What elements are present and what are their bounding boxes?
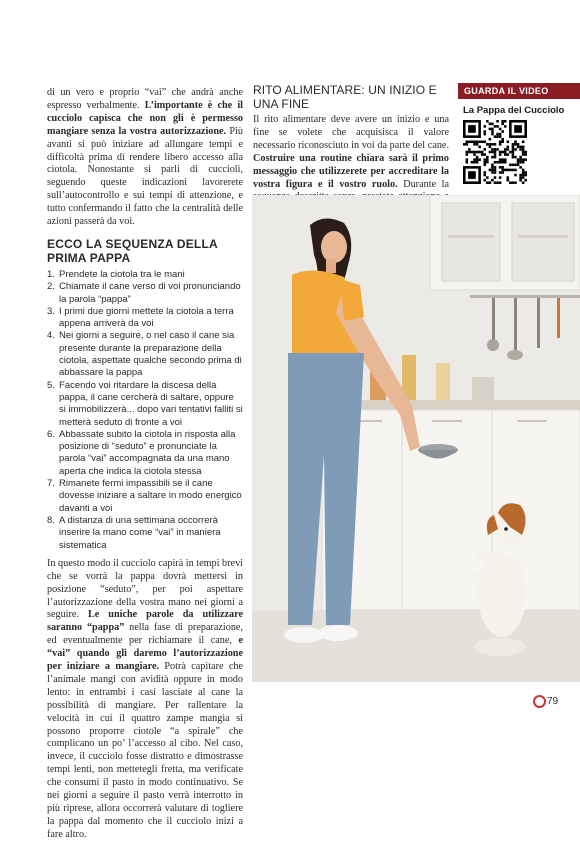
- step-item: [47, 330, 243, 379]
- step-number: 2.: [47, 281, 55, 293]
- qr-code-icon[interactable]: [463, 120, 527, 184]
- video-title[interactable]: La Pappa del Cucciolo: [463, 105, 565, 116]
- mid-text-2: Durante la: [403, 178, 449, 190]
- steps-list: [47, 269, 243, 552]
- left-column: [47, 87, 243, 842]
- intro-bold: L’importante è che il cucciolo capisca che non gli è permesso mangiare senza la vostra autorizzazione.: [47, 99, 243, 137]
- mid-section-title: RITO ALIMENTARE: UN INIZIO E UNA FINE: [253, 83, 437, 111]
- section-title: ECCO LA SEQUENZA DELLA PRIMA PAPPA: [47, 236, 218, 265]
- video-tag: GUARDA IL VIDEO: [458, 83, 580, 99]
- step-text: Prendete la ciotola tra le mani: [59, 268, 185, 280]
- step-number: 5.: [47, 379, 55, 391]
- step-item: [47, 429, 243, 478]
- step-number: 8.: [47, 514, 55, 526]
- mid-bold: Costruire una routine chiara sarà il primo messaggio che utilizzerete per accreditare la vostra figura e il vostro ruolo.: [253, 152, 449, 190]
- outro-paragraph: [47, 558, 243, 842]
- step-item: [47, 269, 243, 281]
- step-number: 3.: [47, 305, 55, 317]
- intro-text-2: Più avanti si può iniziare ad allungare tempi e difficoltà prima di rendere libero accesso alla ciotola. Nonostante si parli di cuccioli, seguendo queste indicazioni lavorerete sull’autocontrollo e sui tempi di attenzione, e tutto confermando il fatto che la centralità delle azioni passerà da voi.: [47, 125, 244, 228]
- step-text: Rimanete fermi impassibili se il cane dovesse iniziare a saltare in modo energico davanti a voi: [59, 478, 242, 514]
- step-number: 7.: [47, 478, 55, 490]
- step-number: 6.: [47, 428, 55, 440]
- outro-text: In questo modo il cucciolo capirà in tempi brevi che se vorrà la pappa dovrà mettersi in posizione “seduto”, per poi aspettare l’autorizzazione della vostra mano nei giorni a seguire.: [47, 557, 243, 621]
- step-text: Chiamate il cane verso di voi pronunciando la parola “pappa”: [59, 281, 241, 305]
- intro-paragraph: [47, 87, 243, 229]
- step-item: [47, 515, 243, 552]
- step-text: I primi due giorni mettete la ciotola a terra appena arriverà da voi: [59, 305, 234, 330]
- page-number: [533, 695, 558, 708]
- intro-text: di un vero e proprio “vai” che andrà anche espresso verbalmente.: [47, 87, 243, 111]
- outro-text-3: Potrà capitare che l’animale mangi con avidità oppure in modo lento: in entrambi i casi lasciate al cane la possibilità di mangiare. Per rallentare la velocità in cui il quattro zampe mangia si possono proporre ciotole “a spirale” che complicano un po’ l’accesso al cibo. Nel caso, invece, il cucciolo fosse distratto e dimostrasse tempi lenti, non mettetegli fretta, ma verificate che consumi il pasto in modo continuativo. Se nei giorni a seguire il pasto verrà interrotto in più riprese, allora occorrerà valutare di togliere la pappa dal momento che il cucciolo inizi a fare altro.: [47, 661, 243, 840]
- mid-text: Il rito alimentare deve avere un inizio e una fine se volete che acquisisca il valore necessario riconosciuto in voi da parte del cane.: [253, 114, 449, 151]
- outro-text-2: nella fase di preparazione, ed eventualmente per richiamare il cane,: [47, 622, 243, 647]
- page-number-text: 79: [547, 696, 559, 708]
- step-item: [47, 306, 243, 331]
- step-text: Abbassate subito la ciotola in risposta alla posizione di “seduto” e pronunciate la parola “vai” accompagnata da una mano aperta che indica la ciotola stessa: [59, 428, 236, 477]
- video-box: [458, 83, 580, 116]
- step-number: 4.: [47, 330, 55, 342]
- outro-bold-2: e “vai” quando gli daremo l’autorizzazione per iniziare a mangiare.: [47, 635, 243, 673]
- step-text: Nei giorni a seguire, o nel caso il cane sia presente durante la preparazione della ciotola, aspettate qualche secondo prima di abbassare la pappa: [59, 330, 242, 379]
- step-item: [47, 380, 243, 429]
- step-number: 1.: [47, 268, 55, 280]
- photo-woman-feeding-puppy: [252, 195, 580, 682]
- outro-bold: Le uniche parole da utilizzare saranno “pappa”: [47, 609, 243, 634]
- step-item: [47, 281, 243, 306]
- magazine-logo-icon: [533, 695, 546, 708]
- step-item: [47, 478, 243, 515]
- step-text: A distanza di una settimana occorrerà inserire la mano come “vai” in maniera sistematica: [59, 514, 221, 551]
- step-text: Facendo voi ritardare la discesa della pappa, il cane cercherà di saltare, oppure si immobilizzerà... dopo vari tentativi falliti si metterà seduto di fronte a voi: [59, 379, 243, 428]
